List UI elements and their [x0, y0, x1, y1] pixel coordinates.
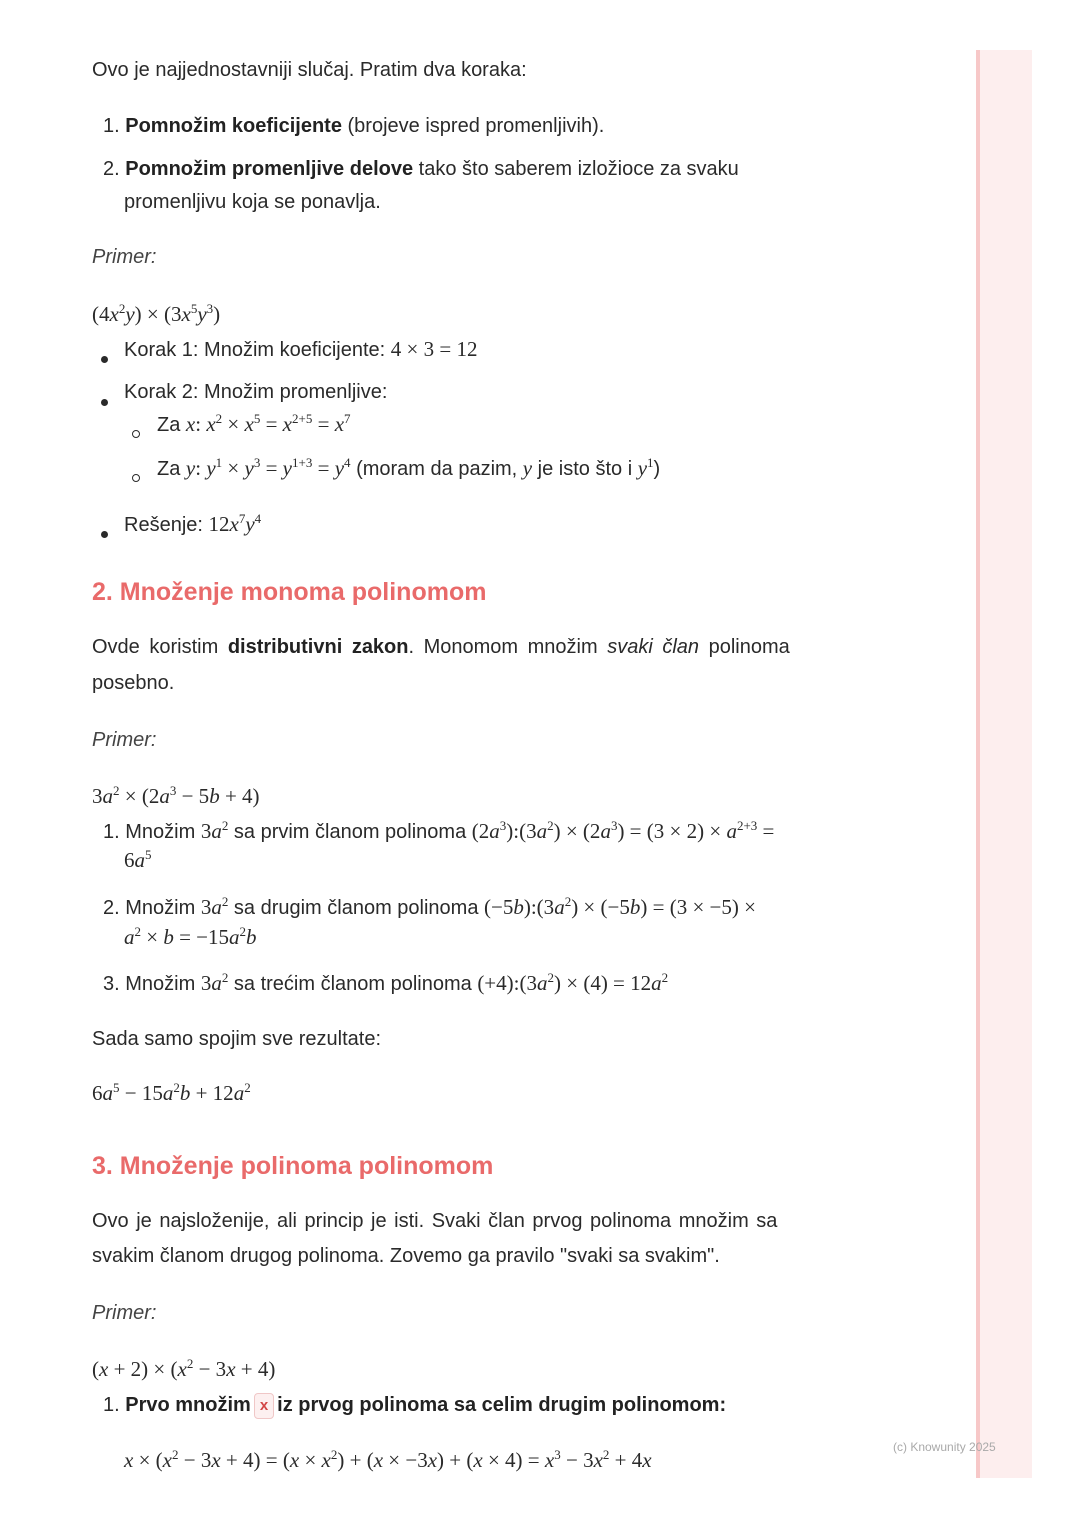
intro-step-1: 1. Pomnožim koeficijente (brojeve ispred promenljivih).: [103, 115, 605, 137]
example-2-expression: $3a^2 \times (2a^3 - 5b + 4)$: [92, 783, 260, 808]
section-3-item-1-expansion: $x \times (x^2 - 3x + 4) = (x \times x^2) + (x \times -3x) + (x \times 4) = x^3 - 3x^2 + 4x$: [124, 1447, 652, 1472]
section-2-item-2-result: $a^2 \times b = -15a^2b$: [124, 924, 257, 949]
margin-sidebar: [976, 50, 1032, 1478]
korak-2: Korak 2: Množim promenljive:: [124, 381, 388, 403]
bullet-dot: [101, 389, 108, 412]
bullet-circle: [132, 465, 140, 488]
section-2-item-1: 1. Množim $3a^2$ sa prvim članom polinoma $(2a^3):(3a^2) \times (2a^3) = (3 \times 2) \times a^{2+3}$ =: [103, 818, 775, 843]
intro-step-2: 2. Pomnožim promenljive delove tako što saberem izložioce za svaku: [103, 158, 739, 180]
section-2-heading: 2. Množenje monoma polinomom: [92, 578, 487, 606]
copyright-credit: (c) Knowunity 2025: [893, 1440, 996, 1454]
section-2-paragraph: Ovde koristim distributivni zakon. Monomom množim svaki član polinoma: [92, 636, 790, 658]
bullet-dot: [101, 521, 108, 544]
bullet-circle: [132, 421, 140, 444]
resenje: Rešenje: $12x^7y^4$: [124, 511, 262, 536]
za-x-line: Za x: $x^2 \times x^5 = x^{2+5} = x^7$: [157, 411, 351, 436]
korak-1: Korak 1: Množim koeficijente: 4 × 3 = 12: [124, 337, 478, 361]
section-2-item-1-result: $6a^5$: [124, 847, 152, 872]
example-1-expression: $(4x^2y) \times (3x^5y^3)$: [92, 301, 221, 326]
section-3-heading: 3. Množenje polinoma polinomom: [92, 1152, 494, 1180]
example-label: Primer:: [92, 1302, 157, 1324]
intro-step-2-line-2: promenljivu koja se ponavlja.: [124, 191, 381, 213]
example-label: Primer:: [92, 246, 157, 268]
section-2-paragraph-line-2: posebno.: [92, 672, 175, 694]
section-2-item-3: 3. Množim $3a^2$ sa trećim članom polinoma $(+4):(3a^2) \times (4) = 12a^2$: [103, 970, 669, 995]
bullet-dot: [101, 346, 108, 369]
section-2-final-result: $6a^5 - 15a^2b + 12a^2$: [92, 1080, 251, 1105]
example-3-expression: $(x + 2) \times (x^2 - 3x + 4)$: [92, 1356, 276, 1381]
section-3-paragraph-line-2: svakim članom drugog polinoma. Zovemo ga pravilo "svaki sa svakim".: [92, 1245, 720, 1267]
section-3-item-1: 1. Prvo množim x iz prvog polinoma sa celim drugim polinomom:: [103, 1388, 726, 1422]
intro-text: Ovo je najjednostavniji slučaj. Pratim dva koraka:: [92, 59, 527, 81]
section-3-paragraph-line-1: Ovo je najsloženije, ali princip je isti. Svaki član prvog polinoma množim sa: [92, 1210, 778, 1232]
section-2-item-2: 2. Množim $3a^2$ sa drugim članom polinoma $(-5b):(3a^2) \times (-5b) = (3 \times -5)$ ×: [103, 894, 756, 919]
za-y-line: Za y: $y^1 \times y^3 = y^{1+3} = y^4$ (moram da pazim, y je isto što i $y^1$): [157, 455, 661, 480]
inline-code-x: x: [254, 1393, 274, 1419]
example-label: Primer:: [92, 729, 157, 751]
combine-text: Sada samo spojim sve rezultate:: [92, 1028, 382, 1050]
